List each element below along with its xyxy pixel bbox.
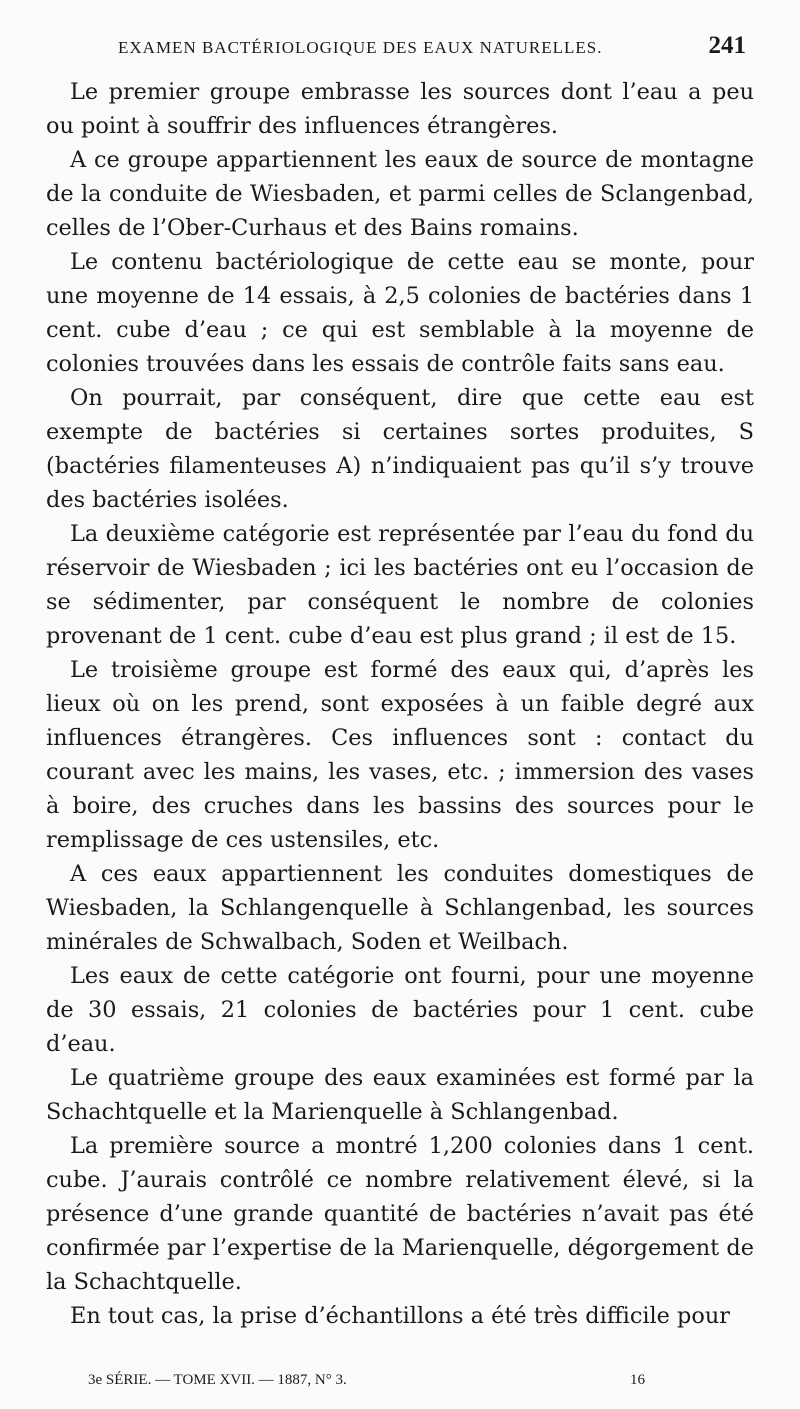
paragraph: Le quatrième groupe des eaux examinées est formé par la Schachtquelle et la Marienquelle à Schlangenbad. [46,1065,754,1125]
running-title: EXAMEN BACTÉRIOLOGIQUE DES EAUX NATURELLES. [118,38,603,57]
sheet-number: 16 [630,1372,645,1388]
paragraph: A ces eaux appartiennent les conduites domestiques de Wiesbaden, la Schlangenquelle à Schlangenbad, les sources minérales de Schwalbach, Soden et Weilbach. [46,861,754,955]
paragraph: La première source a montré 1,200 colonies dans 1 cent. cube. J’aurais contrôlé ce nombre relativement élevé, si la présence d’une grande quantité de bactéries n’avait pas été confirmée par l’expertise de la Marienquelle, dégorgement de la Schachtquelle. [46,1133,754,1295]
paragraph: Le troisième groupe est formé des eaux qui, d’après les lieux où on les prend, sont exposées à un faible degré aux influences étrangères. Ces influences sont : contact du courant avec les mains, les vases, etc. ; immersion des vases à boire, des cruches dans les bassins des sources pour le remplissage de ces ustensiles, etc. [46,657,754,853]
series-signature: 3e SÉRIE. — TOME XVII. — 1887, N° 3. [88,1372,347,1388]
paragraph: A ce groupe appartiennent les eaux de source de montagne de la conduite de Wiesbaden, et parmi celles de Sclangenbad, celles de l’Ober-Curhaus et des Bains romains. [46,147,754,241]
paragraph: Le premier groupe embrasse les sources dont l’eau a peu ou point à souffrir des influences étrangères. [46,79,754,139]
paragraph: Le contenu bactériologique de cette eau se monte, pour une moyenne de 14 essais, à 2,5 colonies de bactéries dans 1 cent. cube d’eau ; ce qui est semblable à la moyenne de colonies trouvées dans les essais de contrôle faits sans eau. [46,249,754,377]
body-text [46,75,754,1333]
paragraph: Les eaux de cette catégorie ont fourni, pour une moyenne de 30 essais, 21 colonies de bactéries pour 1 cent. cube d’eau. [46,963,754,1057]
page-number: 241 [708,32,746,59]
paragraph: On pourrait, par conséquent, dire que cette eau est exempte de bactéries si certaines sortes produites, S (bactéries filamenteuses A) n’indiquaient pas qu’il s’y trouve des bactéries isolées. [46,385,754,513]
paragraph: En tout cas, la prise d’échantillons a été très difficile pour [70,1303,730,1329]
paragraph: La deuxième catégorie est représentée par l’eau du fond du réservoir de Wiesbaden ; ici les bactéries ont eu l’occasion de se sédimenter, par conséquent le nombre de colonies provenant de 1 cent. cube d’eau est plus grand ; il est de 15. [46,521,754,649]
